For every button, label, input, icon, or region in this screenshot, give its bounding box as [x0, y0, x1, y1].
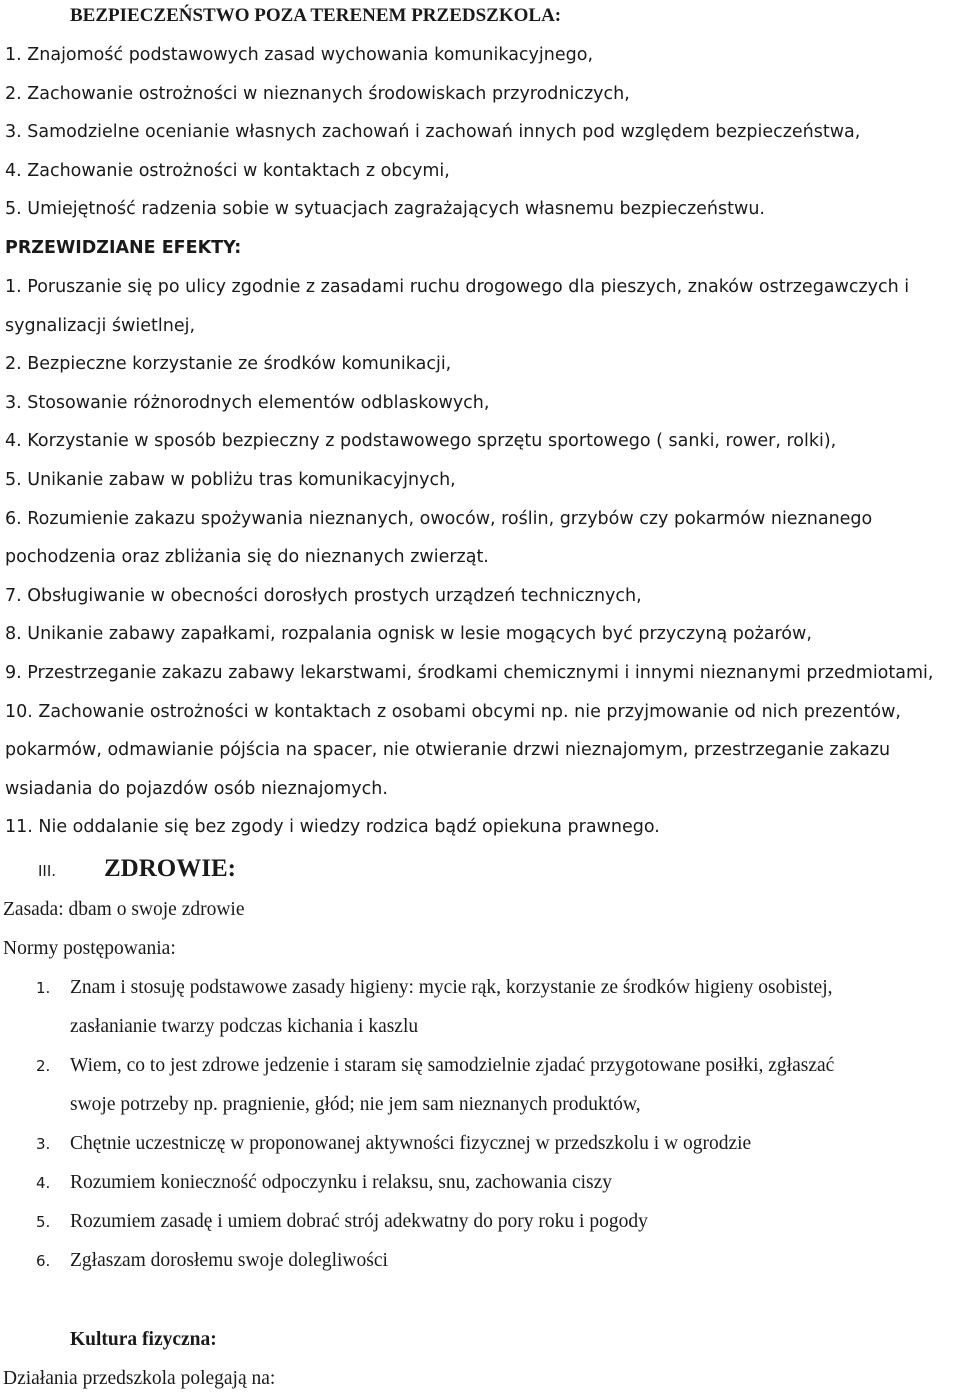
section-heading [38, 855, 236, 883]
effect-line: 1. Poruszanie się po ulicy zgodnie z zasadami ruchu drogowego dla pieszych, znaków ostrzegawczych i [5, 277, 910, 297]
effect-line: pokarmów, odmawianie pójścia na spacer, nie otwieranie drzwi nieznajomym, przestrzeganie zakazu [5, 740, 891, 760]
norm-text: zasłanianie twarzy podczas kichania i kaszlu [70, 1016, 419, 1037]
physical-culture-intro: Działania przedszkola polegają na: [3, 1368, 276, 1389]
effect-line: 4. Korzystanie w sposób bezpieczny z podstawowego sprzętu sportowego ( sanki, rower, rolki), [5, 431, 837, 451]
effect-line: 9. Przestrzeganie zakazu zabawy lekarstwami, środkami chemicznymi i innymi nieznanymi przedmiotami, [5, 663, 934, 683]
effect-line: 2. Bezpieczne korzystanie ze środków komunikacji, [5, 354, 452, 374]
expected-effects-heading: PRZEWIDZIANE EFEKTY: [5, 238, 242, 258]
norm-number: 3. [36, 1135, 51, 1153]
effect-line: 10. Zachowanie ostrożności w kontaktach z osobami obcymi np. nie przyjmowanie od nich prezentów, [5, 702, 901, 722]
safety-outside-item-1: 1. Znajomość podstawowych zasad wychowania komunikacyjnego, [5, 45, 594, 65]
norm-text: Chętnie uczestniczę w proponowanej aktywności fizycznej w przedszkolu i w ogrodzie [70, 1133, 752, 1154]
safety-outside-item-4: 4. Zachowanie ostrożności w kontaktach z obcymi, [5, 161, 450, 181]
norm-text: swoje potrzeby np. pragnienie, głód; nie jem sam nieznanych produktów, [70, 1094, 641, 1115]
effect-line: 5. Unikanie zabaw w pobliżu tras komunikacyjnych, [5, 470, 456, 490]
norm-number: 1. [36, 979, 51, 997]
health-rule: Zasada: dbam o swoje zdrowie [3, 899, 245, 920]
norm-text: Rozumiem konieczność odpoczynku i relaksu, snu, zachowania ciszy [70, 1172, 613, 1193]
effect-line: pochodzenia oraz zbliżania się do nieznanych zwierząt. [5, 547, 489, 567]
effect-line: 11. Nie oddalanie się bez zgody i wiedzy rodzica bądź opiekuna prawnego. [5, 817, 660, 837]
effect-line: 8. Unikanie zabawy zapałkami, rozpalania ognisk w lesie mogących być przyczyną pożarów, [5, 624, 812, 644]
norm-number: 6. [36, 1252, 51, 1270]
norms-label: Normy postępowania: [3, 938, 176, 959]
safety-outside-item-5: 5. Umiejętność radzenia sobie w sytuacjach zagrażających własnemu bezpieczeństwu. [5, 199, 765, 219]
safety-outside-heading: BEZPIECZEŃSTWO POZA TERENEM PRZEDSZKOLA: [70, 5, 562, 26]
section-title: ZDROWIE: [104, 855, 236, 882]
norm-number: 4. [36, 1174, 51, 1192]
norm-text: Znam i stosuję podstawowe zasady higieny: mycie rąk, korzystanie ze środków higieny osobistej, [70, 977, 833, 998]
norm-text: Zgłaszam dorosłemu swoje dolegliwości [70, 1250, 388, 1271]
safety-outside-item-2: 2. Zachowanie ostrożności w nieznanych środowiskach przyrodniczych, [5, 84, 630, 104]
norm-text: Wiem, co to jest zdrowe jedzenie i staram się samodzielnie zjadać przygotowane posiłki, zgłaszać [70, 1055, 835, 1076]
effect-line: 7. Obsługiwanie w obecności dorosłych prostych urządzeń technicznych, [5, 586, 642, 606]
safety-outside-item-3: 3. Samodzielne ocenianie własnych zachowań i zachowań innych pod względem bezpieczeństwa, [5, 122, 861, 142]
effect-line: 3. Stosowanie różnorodnych elementów odblaskowych, [5, 393, 490, 413]
norm-number: 5. [36, 1213, 51, 1231]
norm-text: Rozumiem zasadę i umiem dobrać strój adekwatny do pory roku i pogody [70, 1211, 648, 1232]
norm-number: 2. [36, 1057, 51, 1075]
section-number: III. [38, 862, 57, 880]
effect-line: sygnalizacji świetlnej, [5, 316, 196, 336]
physical-culture-heading: Kultura fizyczna: [70, 1329, 217, 1350]
effect-line: wsiadania do pojazdów osób nieznajomych. [5, 779, 388, 799]
effect-line: 6. Rozumienie zakazu spożywania nieznanych, owoców, roślin, grzybów czy pokarmów nieznanego [5, 509, 873, 529]
